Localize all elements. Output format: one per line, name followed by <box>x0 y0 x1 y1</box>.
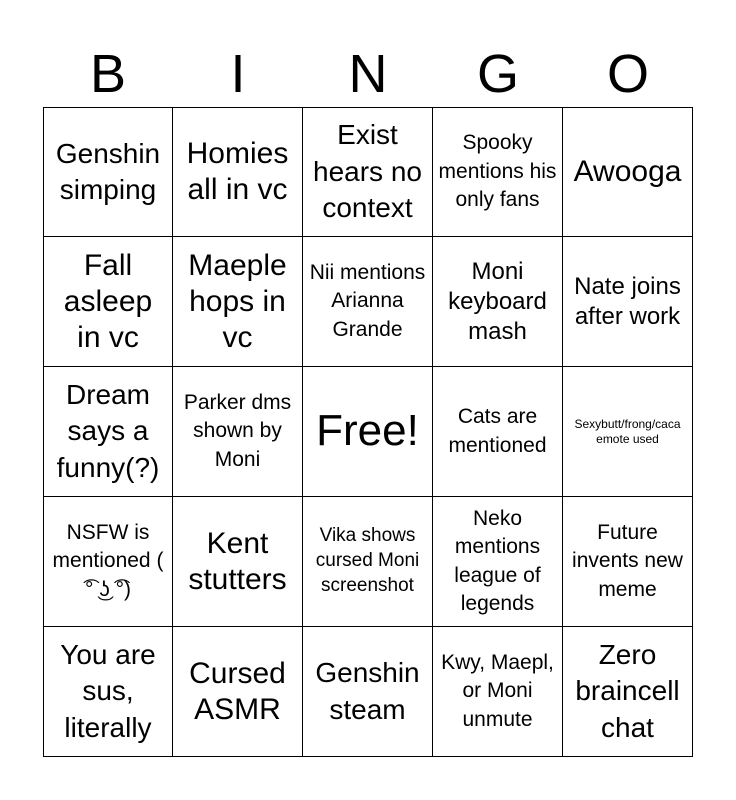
cell-text: Cats are mentioned <box>448 405 547 457</box>
bingo-cell[interactable] <box>303 627 433 757</box>
cell-text: Moni keyboard mash <box>448 257 547 345</box>
bingo-cell[interactable] <box>43 497 173 627</box>
bingo-cell[interactable] <box>43 107 173 237</box>
cell-text: Fall asleep in vc <box>63 248 153 354</box>
bingo-cell[interactable] <box>43 367 173 497</box>
cell-text: You are sus, literally <box>60 638 156 743</box>
bingo-cell[interactable] <box>173 237 303 367</box>
cell-text: NSFW is mentioned ( ͡° ͜ʖ ͡°) <box>52 520 164 601</box>
header-letter-g: G <box>476 44 519 104</box>
cell-text: Kent stutters <box>188 526 287 596</box>
bingo-cell[interactable] <box>303 107 433 237</box>
bingo-cell[interactable] <box>563 107 693 237</box>
cell-text: Homies all in vc <box>186 137 289 206</box>
cell-text: Genshin simping <box>55 137 161 205</box>
bingo-cell[interactable] <box>563 367 693 497</box>
bingo-cell[interactable] <box>433 627 563 757</box>
bingo-cell[interactable] <box>433 497 563 627</box>
cell-text: Dream says a funny(?) <box>56 378 160 483</box>
cell-text: Vika shows cursed Moni screenshot <box>315 525 420 596</box>
cell-text: Parker dms shown by Moni <box>183 390 292 471</box>
bingo-cell[interactable] <box>173 627 303 757</box>
bingo-board <box>43 107 693 757</box>
bingo-cell[interactable] <box>563 497 693 627</box>
cell-text: Spooky mentions his only fans <box>438 131 557 212</box>
header-letter-b: B <box>89 44 127 104</box>
cell-text: Maeple hops in vc <box>188 248 287 354</box>
cell-text: Neko mentions league of legends <box>454 506 541 615</box>
bingo-cell[interactable] <box>43 627 173 757</box>
header-letter-o: O <box>606 44 649 104</box>
cell-text: Kwy, Maepl, or Moni unmute <box>441 650 554 731</box>
bingo-cell-free[interactable] <box>303 367 433 497</box>
cell-text: Exist hears no context <box>313 119 422 224</box>
bingo-cell[interactable] <box>563 237 693 367</box>
cell-text: Nii mentions Arianna Grande <box>309 260 426 341</box>
free-space-text: Free! <box>316 406 419 456</box>
cell-text: Nate joins after work <box>574 272 681 330</box>
cell-text: Sexybutt/frong/caca emote used <box>574 416 681 446</box>
bingo-cell[interactable] <box>173 107 303 237</box>
cell-text: Awooga <box>573 155 682 188</box>
header-letter-i: I <box>230 44 246 104</box>
cell-text: Future invents new meme <box>572 520 683 601</box>
cell-text: Genshin steam <box>315 657 420 725</box>
bingo-cell[interactable] <box>43 237 173 367</box>
bingo-cell[interactable] <box>303 497 433 627</box>
bingo-cell[interactable] <box>433 107 563 237</box>
bingo-cell[interactable] <box>433 237 563 367</box>
bingo-cell[interactable] <box>173 497 303 627</box>
cell-text: Cursed ASMR <box>189 656 286 726</box>
bingo-cell[interactable] <box>563 627 693 757</box>
cell-text: Zero braincell chat <box>575 638 680 743</box>
bingo-cell[interactable] <box>303 237 433 367</box>
bingo-cell[interactable] <box>433 367 563 497</box>
header-letter-n: N <box>348 44 388 104</box>
bingo-header <box>43 40 693 108</box>
bingo-cell[interactable] <box>173 367 303 497</box>
